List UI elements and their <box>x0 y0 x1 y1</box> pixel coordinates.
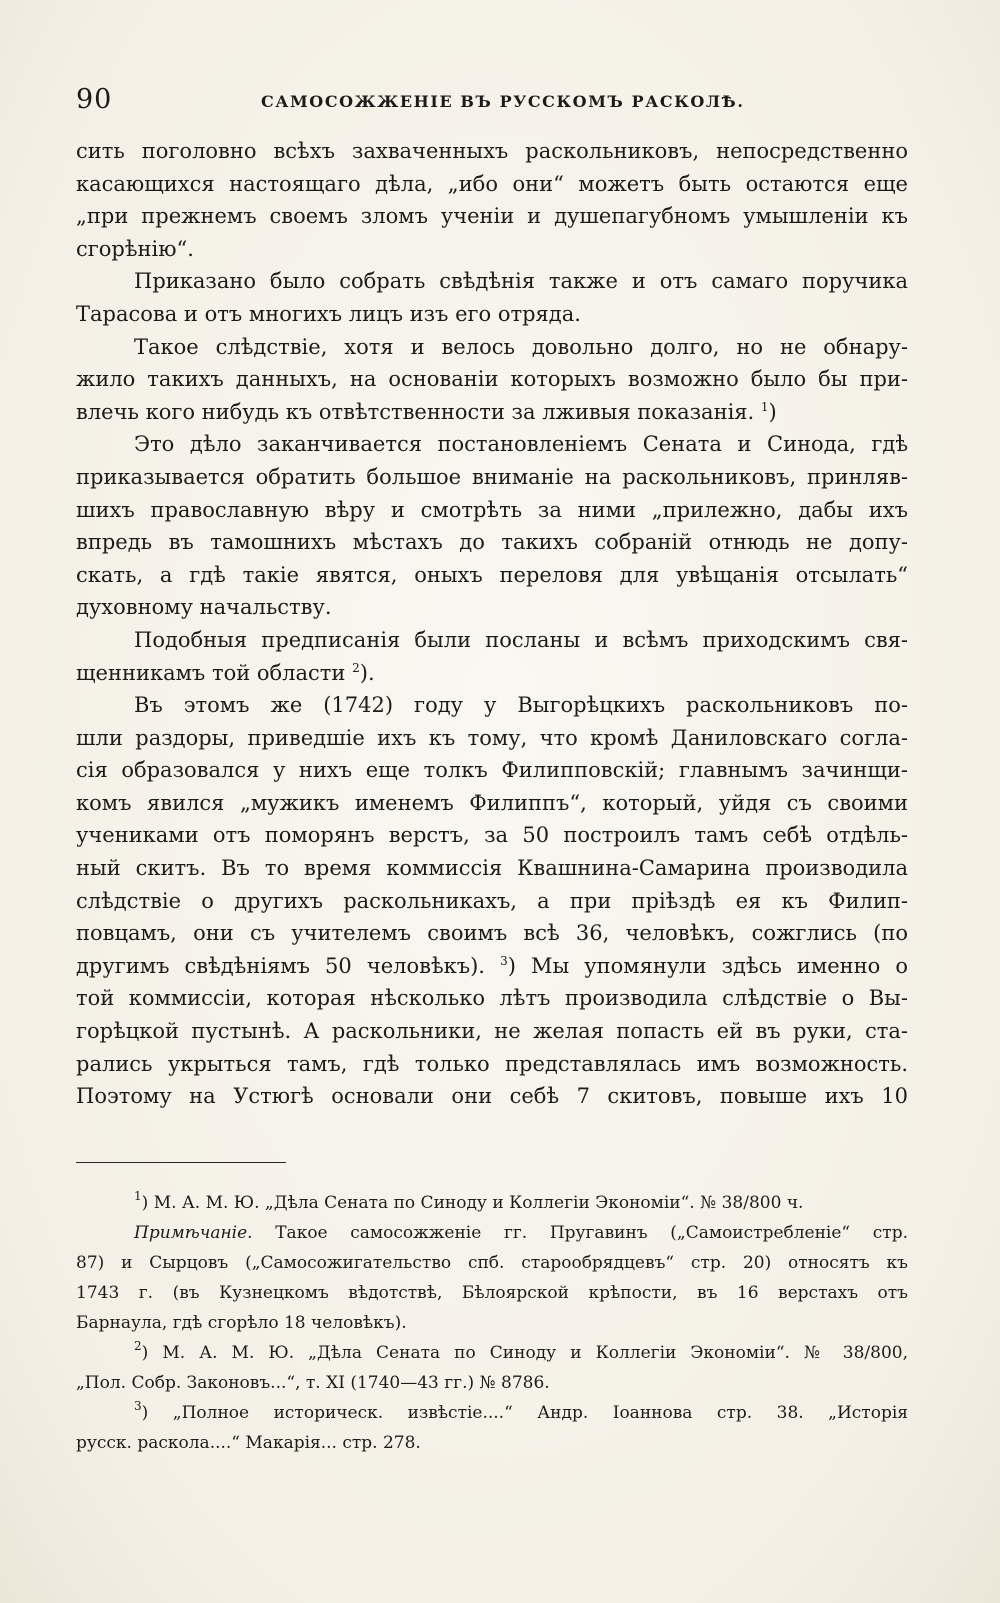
page-heading: САМОСОЖЖЕНІЕ ВЪ РУССКОМЪ РАСКОЛѢ. <box>261 92 745 111</box>
footnote-text: М. А. М. Ю. „Дѣла Сената по Синоду и Коллегіи Экономіи“. № 38/800 ч. <box>153 1193 804 1213</box>
text-line: той коммиссіи, которая нѣсколько лѣтъ производила слѣдствіе о Вы- <box>76 986 908 1011</box>
body-text <box>76 135 908 1113</box>
text-line: повцамъ, они съ учителемъ своимъ всѣ 36, человѣкъ, сожглись (по <box>76 921 908 946</box>
text-line: рались укрыться тамъ, гдѣ только представлялась имъ возможность. <box>76 1051 908 1076</box>
text-line: влечь кого нибудь къ отвѣтственности за лживыя показанія. $^1$) <box>76 399 777 424</box>
footnote-mark: 2 <box>352 660 360 675</box>
footnote-text: русск. раскола....“ Макарія... стр. 278. <box>76 1433 421 1453</box>
text-line: щенникамъ той области $^2$). <box>76 660 375 685</box>
text-line: духовному начальству. <box>76 595 332 620</box>
footnote-3: $^3$) „Полное историческ. извѣстіе....“ Андр. Іоаннова стр. 38. „Исторія <box>134 1399 908 1423</box>
text-line: шихъ православную вѣру и смотрѣть за ними „прилежно, дабы ихъ <box>76 497 908 522</box>
footnote-number: 1 <box>134 1189 142 1203</box>
text-line: горѣцкой пустынѣ. А раскольники, не желая попасть ей въ руки, ста- <box>76 1019 908 1044</box>
running-head <box>76 84 910 124</box>
text-line: комъ явился „мужикъ именемъ Филиппъ“, который, уйдя съ своими <box>76 790 908 815</box>
text-line: сгорѣнію“. <box>76 236 194 261</box>
text-line: сить поголовно всѣхъ захваченныхъ раскольниковъ, непосредственно <box>76 139 908 163</box>
footnote-text: Барнаула, гдѣ сгорѣло 18 человѣкъ). <box>76 1313 407 1333</box>
footnote-text: Такое самосожженіе гг. Пругавинъ („Самоистребленіе“ стр. <box>275 1223 908 1243</box>
footnote-text: 87) и Сырцовъ („Самосожигательство спб. старообрядцевъ“ стр. 20) относятъ къ <box>76 1253 908 1273</box>
footnote-divider <box>76 1162 286 1163</box>
text-fragment: Мы упомянули здѣсь именно о <box>530 953 908 978</box>
footnote-mark: 1 <box>760 399 769 414</box>
footnote-text: „Пол. Собр. Законовъ...“, т. XI (1740—43 гг.) № 8786. <box>76 1373 550 1393</box>
text-line: приказывается обратить большое вниманіе на раскольниковъ, принляв- <box>76 464 908 489</box>
text-line: скать, а гдѣ такіе явятся, оныхъ переловя для увѣщанія отсылать“ <box>76 562 908 587</box>
footnote-text: 1743 г. (въ Кузнецкомъ вѣдотствѣ, Бѣлоярской крѣпости, въ 16 верстахъ отъ <box>76 1283 908 1303</box>
text-line: Подобныя предписанія были посланы и всѣмъ приходскимъ свя- <box>134 627 908 652</box>
text-line: шли раздоры, приведшіе ихъ къ тому, что кромѣ Даниловскаго согла- <box>76 725 908 750</box>
footnote-mark: 3 <box>500 953 508 968</box>
text-line: учениками отъ поморянъ верстъ, за 50 построилъ тамъ себѣ отдѣль- <box>76 823 908 848</box>
text-fragment: влечь кого нибудь къ отвѣтственности за лживыя показанія. <box>76 399 755 424</box>
footnote-1: $^1$) М. А. М. Ю. „Дѣла Сената по Синоду и Коллегіи Экономіи“. № 38/800 ч. <box>134 1189 804 1213</box>
footnotes <box>76 1188 908 1458</box>
text-line: жило такихъ данныхъ, на основаніи которыхъ возможно было бы при- <box>76 367 908 392</box>
text-line: Поэтому на Устюгѣ основали они себѣ 7 скитовъ, повыше ихъ 10 <box>76 1084 908 1109</box>
text-line: касающихся настоящаго дѣла, „ибо они“ можетъ быть остаются еще <box>76 171 908 196</box>
text-fragment: другимъ свѣдѣніямъ 50 человѣкъ). <box>76 953 485 978</box>
note-label: Примѣчаніе. <box>134 1223 253 1243</box>
text-fragment: щенникамъ той области <box>76 660 346 685</box>
text-line: ный скитъ. Въ то время коммиссія Квашнина-Самарина производила <box>76 856 908 881</box>
text-line: сія образовался у нихъ еще толкъ Филипповскій; главнымъ зачинщи- <box>76 758 908 783</box>
text-line: Это дѣло заканчивается постановленіемъ Сената и Синода, гдѣ <box>134 432 908 457</box>
text-line: Тарасова и отъ многихъ лицъ изъ его отряда. <box>76 301 581 326</box>
footnote-2: $^2$) М. А. М. Ю. „Дѣла Сената по Синоду и Коллегіи Экономіи“. № 38/800, <box>134 1339 908 1363</box>
text-line: „при прежнемъ своемъ зломъ ученіи и душепагубномъ умышленіи къ <box>76 204 908 229</box>
text-line: слѣдствіе о другихъ раскольникахъ, а при пріѣздѣ ея къ Филип- <box>76 888 908 913</box>
text-line: Приказано было собрать свѣдѣнія также и отъ самаго поручика <box>134 269 908 294</box>
page-number: 90 <box>76 84 113 115</box>
text-line: впредь въ тамошнихъ мѣстахъ до такихъ собраній отнюдь не допу- <box>76 530 908 555</box>
text-line: другимъ свѣдѣніямъ 50 человѣкъ). $^3$) Мы упомянули здѣсь именно о <box>76 953 908 978</box>
footnote-note <box>76 1218 908 1248</box>
footnote-text: М. А. М. Ю. „Дѣла Сената по Синоду и Коллегіи Экономіи“. № 38/800, <box>162 1343 908 1363</box>
footnote-number: 3 <box>134 1399 142 1413</box>
text-line: Въ этомъ же (1742) году у Выгорѣцкихъ раскольниковъ по- <box>134 693 908 718</box>
footnote-number: 2 <box>134 1339 142 1353</box>
footnote-text: „Полное историческ. извѣстіе....“ Андр. Іоаннова стр. 38. „Исторія <box>172 1403 908 1423</box>
text-line: Такое слѣдствіе, хотя и велось довольно долго, но не обнару- <box>134 334 908 359</box>
